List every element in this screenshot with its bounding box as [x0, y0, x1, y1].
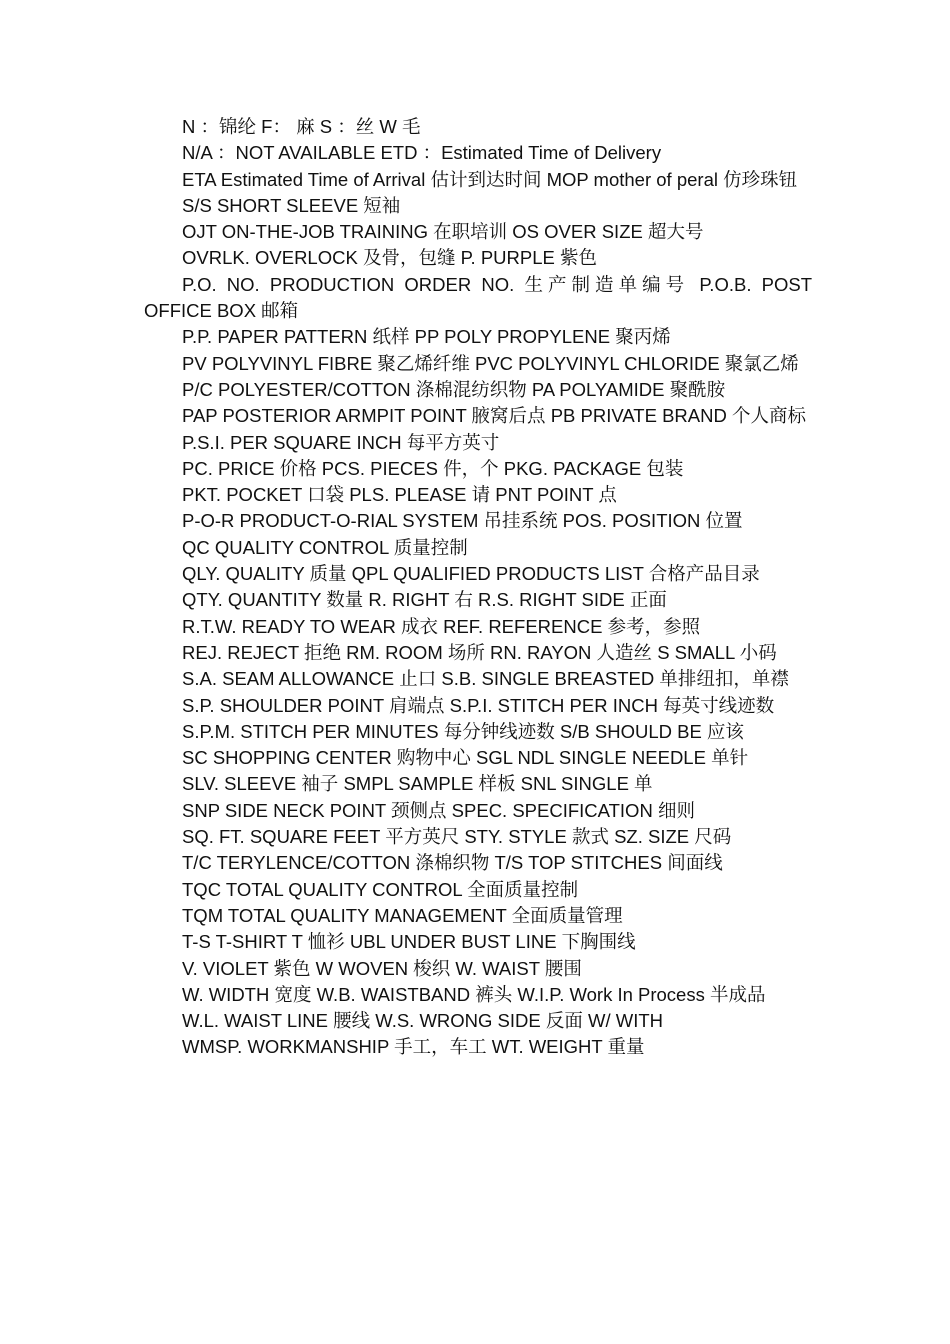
glossary-line: S.P. SHOULDER POINT 肩端点 S.P.I. STITCH PER INCH 每英寸线迹数 [182, 694, 775, 716]
abbreviation-glossary [144, 114, 812, 1061]
glossary-line: R.T.W. READY TO WEAR 成衣 REF. REFERENCE 参考，参照 [182, 615, 701, 637]
glossary-line: P/C POLYESTER/COTTON 涤棉混纺织物 PA POLYAMIDE 聚酰胺 [182, 378, 726, 400]
glossary-line: P.P. PAPER PATTERN 纸样 PP POLY PROPYLENE 聚丙烯 [182, 326, 671, 348]
glossary-line: W. WIDTH 宽度 W.B. WAISTBAND 裤头 W.I.P. Work In Process 半成品 [182, 983, 766, 1005]
glossary-line: WMSP. WORKMANSHIP 手工，车工 WT. WEIGHT 重量 [182, 1036, 645, 1058]
glossary-line: QTY. QUANTITY 数量 R. RIGHT 右 R.S. RIGHT SIDE 正面 [182, 589, 667, 611]
glossary-line: QC QUALITY CONTROL 质量控制 [182, 536, 468, 558]
glossary-line: PV POLYVINYL FIBRE 聚乙烯纤维 PVC POLYVINYL CHLORIDE 聚氯乙烯 [182, 352, 799, 374]
glossary-line: V. VIOLET 紫色 W WOVEN 梭织 W. WAIST 腰围 [182, 957, 582, 979]
glossary-line: T-S T-SHIRT T 恤衫 UBL UNDER BUST LINE 下胸围线 [182, 931, 636, 953]
glossary-line: REJ. REJECT 拒绝 RM. ROOM 场所 RN. RAYON 人造丝 S SMALL 小码 [182, 641, 777, 663]
glossary-line: OVRLK. OVERLOCK 及骨，包缝 P. PURPLE 紫色 [182, 247, 597, 269]
glossary-line: PAP POSTERIOR ARMPIT POINT 腋窝后点 PB PRIVATE BRAND 个人商标 [182, 405, 806, 427]
glossary-line: SLV. SLEEVE 袖子 SMPL SAMPLE 样板 SNL SINGLE 单 [182, 773, 653, 795]
glossary-line: PKT. POCKET 口袋 PLS. PLEASE 请 PNT POINT 点 [182, 484, 617, 506]
glossary-line: S/S SHORT SLEEVE 短袖 [182, 194, 401, 216]
glossary-line: TQM TOTAL QUALITY MANAGEMENT 全面质量管理 [182, 904, 623, 926]
glossary-line: P-O-R PRODUCT-O-RIAL SYSTEM 吊挂系统 POS. POSITION 位置 [182, 510, 743, 532]
glossary-line: T/C TERYLENCE/COTTON 涤棉织物 T/S TOP STITCHES 间面线 [182, 852, 723, 874]
glossary-line: SQ. FT. SQUARE FEET 平方英尺 STY. STYLE 款式 SZ. SIZE 尺码 [182, 826, 732, 848]
glossary-line: PC. PRICE 价格 PCS. PIECES 件，个 PKG. PACKAGE 包装 [182, 457, 684, 479]
glossary-line: TQC TOTAL QUALITY CONTROL 全面质量控制 [182, 878, 579, 900]
glossary-line: N/A ：NOT AVAILABLE ETD ：Estimated Time of Delivery [182, 142, 662, 164]
glossary-line: N ：锦纶 F： 麻 S ：丝 W 毛 [182, 116, 421, 137]
glossary-line: S.P.M. STITCH PER MINUTES 每分钟线迹数 S/B SHOULD BE 应该 [182, 720, 744, 742]
glossary-line: S.A. SEAM ALLOWANCE 止口 S.B. SINGLE BREASTED 单排纽扣，单襟 [182, 668, 789, 690]
glossary-line: P.S.I. PER SQUARE INCH 每平方英寸 [182, 431, 500, 453]
glossary-line: W.L. WAIST LINE 腰线 W.S. WRONG SIDE 反面 W/ WITH [182, 1010, 664, 1032]
glossary-line: SC SHOPPING CENTER 购物中心 SGL NDL SINGLE NEEDLE 单针 [182, 747, 749, 769]
glossary-line: SNP SIDE NECK POINT 颈侧点 SPEC. SPECIFICATION 细则 [182, 799, 695, 821]
glossary-line: P.O. NO. PRODUCTION ORDER NO. 生产制造单编号 P.O.B. POST OFFICE BOX 邮箱 [144, 273, 812, 322]
glossary-line: QLY. QUALITY 质量 QPL QUALIFIED PRODUCTS LIST 合格产品目录 [182, 563, 760, 585]
glossary-line: OJT ON-THE-JOB TRAINING 在职培训 OS OVER SIZE 超大号 [182, 221, 704, 243]
glossary-line: ETA Estimated Time of Arrival 估计到达时间 MOP mother of peral 仿珍珠钮 [182, 168, 798, 190]
